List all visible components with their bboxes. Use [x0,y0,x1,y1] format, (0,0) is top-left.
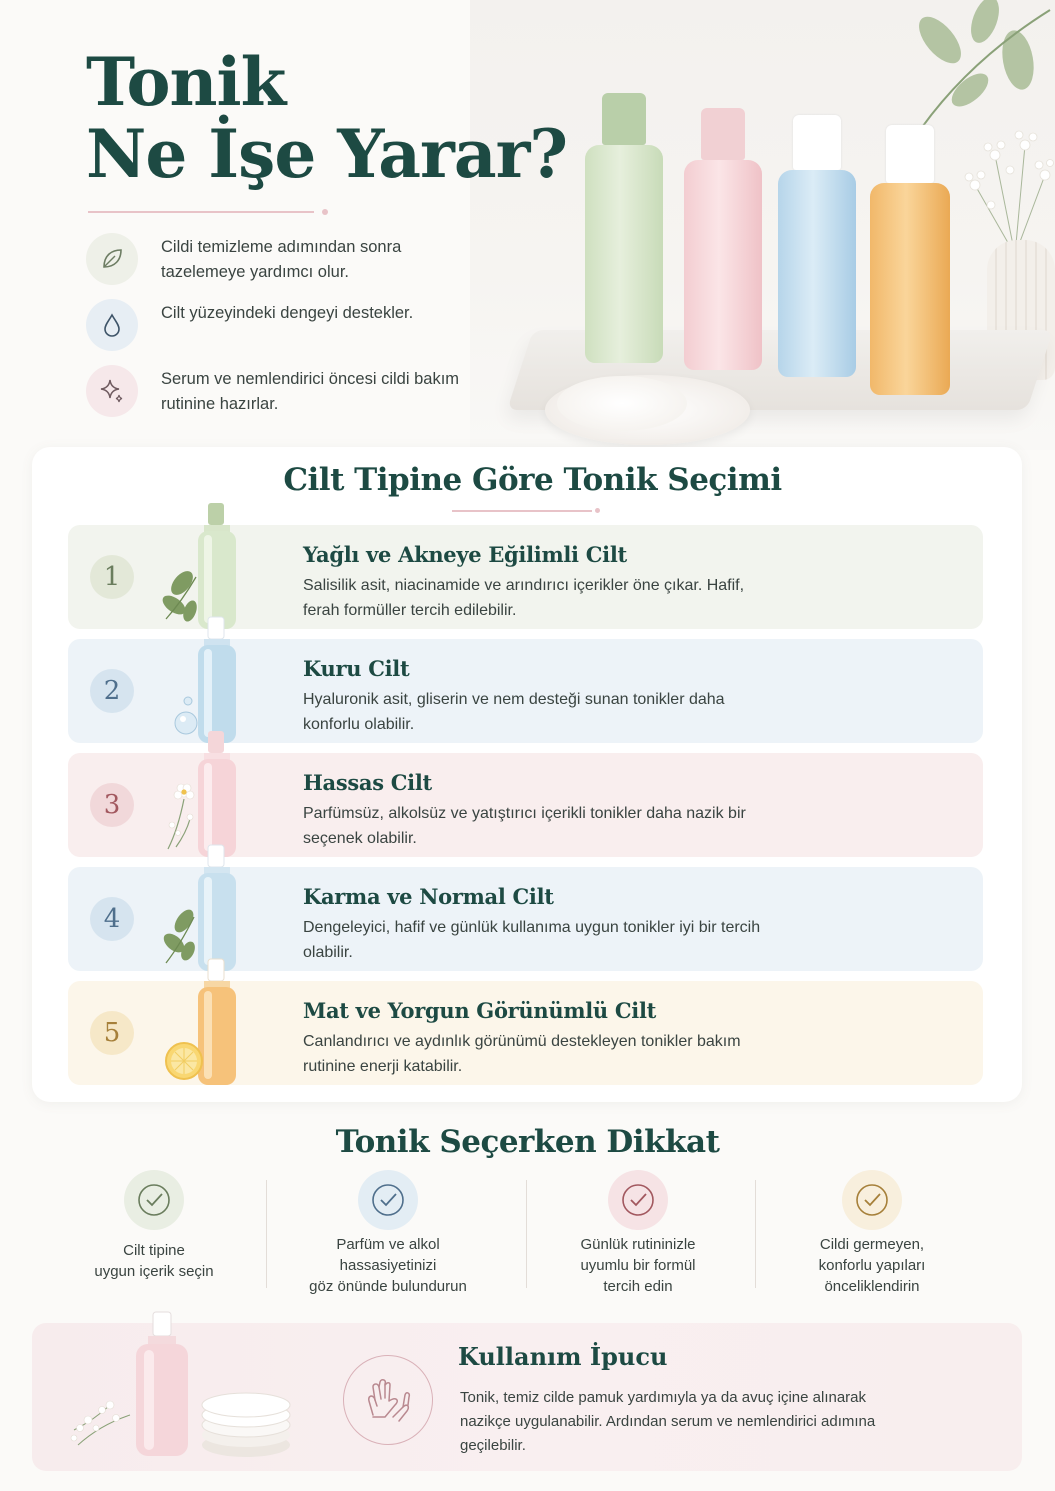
row-number-badge: 5 [90,1011,134,1055]
skin-type-row-combination [68,867,983,971]
row-description: Canlandırıcı ve aydınlık görünümü destekleyen tonikler bakım rutinine enerji katabilir. [303,1033,741,1075]
row-number-badge: 2 [90,669,134,713]
row-heading: Mat ve Yorgun Görünümlü Cilt [303,998,657,1023]
row-heading: Yağlı ve Akneye Eğilimli Cilt [303,542,627,567]
row-description: Hyaluronik asit, gliserin ve nem desteği sunan tonikler daha konforlu olabilir. [303,691,725,733]
row-heading: Kuru Cilt [303,656,410,681]
cotton-pad-top [557,376,687,431]
title-divider [88,211,314,213]
skin-type-row-dull [68,981,983,1085]
usage-title: Kullanım İpucu [458,1342,668,1371]
check-circle-icon [358,1170,418,1230]
blue-bottle-leaf-image [160,843,250,971]
dikkat-item [538,1168,738,1298]
pink-tonic-bottle [684,108,762,370]
row-description: Parfümsüz, alkolsüz ve yatıştırıcı içerikli tonikler daha nazik bir seçenek olabilir. [303,805,746,847]
water-drop-icon [86,299,138,351]
title-divider-dot [322,209,328,215]
row-number-badge: 1 [90,555,134,599]
benefit-item [86,299,466,353]
gypsophila-flowers-image [955,115,1055,255]
check-circle-icon [842,1170,902,1230]
skin-type-row-oily [68,525,983,629]
row-number-badge: 4 [90,897,134,941]
check-circle-icon [608,1170,668,1230]
sparkle-icon [86,365,138,417]
blue-tonic-bottle [778,115,856,377]
dikkat-title: Tonik Seçerken Dikkat [335,1124,720,1160]
dikkat-text: Cilt tipine uygun içerik seçin [94,1242,214,1280]
benefit-item [86,365,466,419]
dikkat-text: Parfüm ve alkol hassasiyetinizi göz önünde bulundurun [309,1236,467,1295]
benefit-text: Serum ve nemlendirici öncesi cildi bakım rutinine hazırlar. [161,370,460,413]
leaf-icon [86,233,138,285]
dikkat-text: Günlük rutininizle uyumlu bir formül tercih edin [580,1236,696,1295]
check-circle-icon [124,1170,184,1230]
blue-bottle-bubble-image [160,615,250,743]
usage-text: Tonik, temiz cilde pamuk yardımıyla ya da avuç içine alınarak nazikçe uygulanabilir. Ardından serum ve nemlendirici adımına geçilebilir. [460,1389,876,1454]
dikkat-divider [526,1180,527,1288]
dikkat-item [54,1168,254,1298]
hands-icon [343,1355,433,1445]
dikkat-divider [266,1180,267,1288]
dikkat-divider [755,1180,756,1288]
hero-section [0,0,1055,450]
green-bottle-leaf-image [160,501,250,629]
amber-tonic-bottle [870,125,950,395]
skin-type-title: Cilt Tipine Göre Tonik Seçimi [283,462,782,498]
pink-bottle-chamomile-image [160,729,250,857]
row-heading: Karma ve Normal Cilt [303,884,554,909]
row-description: Salisilik asit, niacinamide ve arındırıcı içerikler öne çıkar. Hafif, ferah formüller tercih edilebilir. [303,577,745,619]
dikkat-text: Cildi germeyen, konforlu yapıları önceliklendirin [818,1236,926,1295]
green-tonic-bottle [585,93,663,363]
row-number-badge: 3 [90,783,134,827]
skin-type-row-sensitive [68,753,983,857]
usage-bottle-pads-image [70,1310,300,1460]
dikkat-item [772,1168,972,1298]
benefit-item [86,233,466,287]
skin-type-title-divider [452,510,592,512]
row-description: Dengeleyici, hafif ve günlük kullanıma uygun tonikler iyi bir tercih olabilir. [303,919,761,961]
benefit-text: Cilt yüzeyindeki dengeyi destekler. [161,304,414,322]
skin-type-row-dry [68,639,983,743]
plant-leaves-image [900,0,1055,130]
row-heading: Hassas Cilt [303,770,432,795]
page-title: Tonik Ne İşe Yarar? [86,43,568,193]
benefit-text: Cildi temizleme adımından sonra tazelemeye yardımcı olur. [161,238,402,281]
skin-type-title-divider-dot [595,508,600,513]
dikkat-item [288,1168,488,1298]
amber-bottle-lemon-image [160,957,250,1085]
